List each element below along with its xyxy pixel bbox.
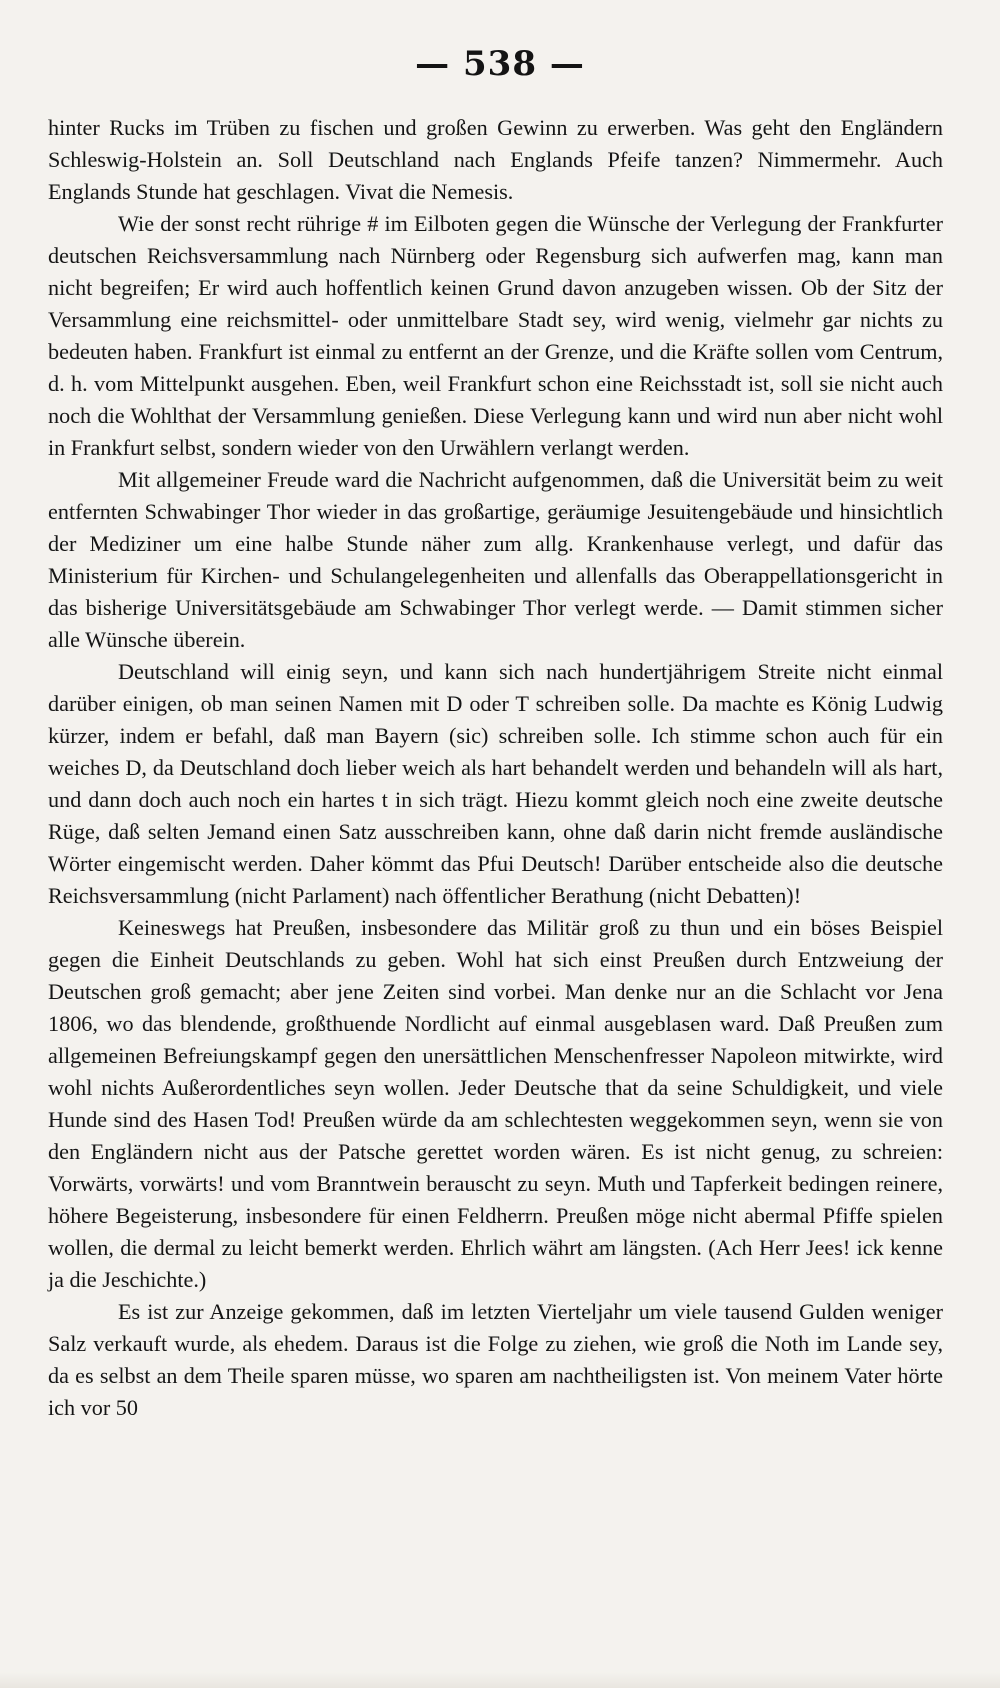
body-text <box>48 112 943 1424</box>
paragraph: Mit allgemeiner Freude ward die Nachricht aufgenommen, daß die Universität beim zu weit entfernten Schwabinger Thor wieder in das großartige, geräumige Jesuitengebäude und hinsichtlich der Mediziner um eine halbe Stunde näher zum allg. Krankenhause verlegt, und dafür das Ministerium für Kirchen- und Schulangelegenheiten und allenfalls das Oberappellationsgericht in das bisherige Universitätsgebäude am Schwabinger Thor verlegt werde. — Damit stimmen sicher alle Wünsche überein. <box>48 467 943 652</box>
page-number: — 538 — <box>415 44 585 84</box>
paragraph: hinter Rucks im Trüben zu fischen und großen Gewinn zu erwerben. Was geht den Engländern Schleswig-Holstein an. Soll Deutschland nach Englands Pfeife tanzen? Nimmermehr. Auch Englands Stunde hat geschlagen. Vivat die Nemesis. <box>48 115 943 204</box>
paragraph: Deutschland will einig seyn, und kann sich nach hundertjährigem Streite nicht einmal darüber einigen, ob man seinen Namen mit D oder T schreiben solle. Da machte es König Ludwig kürzer, indem er befahl, daß man Bayern (sic) schreiben solle. Ich stimme schon auch für ein weiches D, da Deutschland doch lieber weich als hart behandelt werden und behandeln will als hart, und dann doch auch noch ein hartes t in sich trägt. Hiezu kommt gleich noch eine zweite deutsche Rüge, daß selten Jemand einen Satz ausschreiben kann, ohne daß darin nicht fremde ausländische Wörter eingemischt werden. Daher kömmt das Pfui Deutsch! Darüber entscheide also die deutsche Reichsversammlung (nicht Parlament) nach öffentlicher Berathung (nicht Debatten)! <box>48 659 943 908</box>
paragraph: Wie der sonst recht rührige # im Eilboten gegen die Wünsche der Verlegung der Frankfurter deutschen Reichsversammlung nach Nürnberg oder Regensburg sich aufwerfen mag, kann man nicht begreifen; Er wird auch hoffentlich keinen Grund davon anzugeben wissen. Ob der Sitz der Versammlung eine reichsmittel- oder unmittelbare Stadt sey, wird wenig, vielmehr gar nichts zu bedeuten haben. Frankfurt ist einmal zu entfernt an der Grenze, und die Kräfte sollen vom Centrum, d. h. vom Mittelpunkt ausgehen. Eben, weil Frankfurt schon eine Reichsstadt ist, soll sie nicht auch noch die Wohlthat der Versammlung genießen. Diese Verlegung kann und wird nun aber nicht wohl in Frankfurt selbst, sondern wieder von den Urwählern verlangt werden. <box>48 211 943 460</box>
paragraph: Keineswegs hat Preußen, insbesondere das Militär groß zu thun und ein böses Beispiel gegen die Einheit Deutschlands zu geben. Wohl hat sich einst Preußen durch Entzweiung der Deutschen groß gemacht; aber jene Zeiten sind vorbei. Man denke nur an die Schlacht vor Jena 1806, wo das blendende, großthuende Nordlicht auf einmal ausgeblasen ward. Daß Preußen zum allgemeinen Befreiungskampf gegen den unersättlichen Menschenfresser Napoleon mitwirkte, wird wohl nichts Außerordentliches seyn wollen. Jeder Deutsche that da seine Schuldigkeit, und viele Hunde sind des Hasen Tod! Preußen würde da am schlechtesten weggekommen seyn, wenn sie von den Engländern nicht aus der Patsche gerettet worden wären. Es ist nicht genug, zu schreien: Vorwärts, vorwärts! und vom Branntwein berauscht zu seyn. Muth und Tapferkeit bedingen reinere, höhere Begeisterung, insbesondere für einen Feldherrn. Preußen möge nicht abermal Pfiffe spielen wollen, die dermal zu leicht bemerkt werden. Ehrlich währt am längsten. (Ach Herr Jees! ick kenne ja die Jeschichte.) <box>48 915 943 1292</box>
paragraph: Es ist zur Anzeige gekommen, daß im letzten Vierteljahr um viele tausend Gulden weniger Salz verkauft wurde, als ehedem. Daraus ist die Folge zu ziehen, wie groß die Noth im Lande sey, da es selbst an dem Theile sparen müsse, wo sparen am nachtheiligsten ist. Von meinem Vater hörte ich vor 50 <box>48 1299 943 1420</box>
page-edge <box>0 1672 1000 1688</box>
